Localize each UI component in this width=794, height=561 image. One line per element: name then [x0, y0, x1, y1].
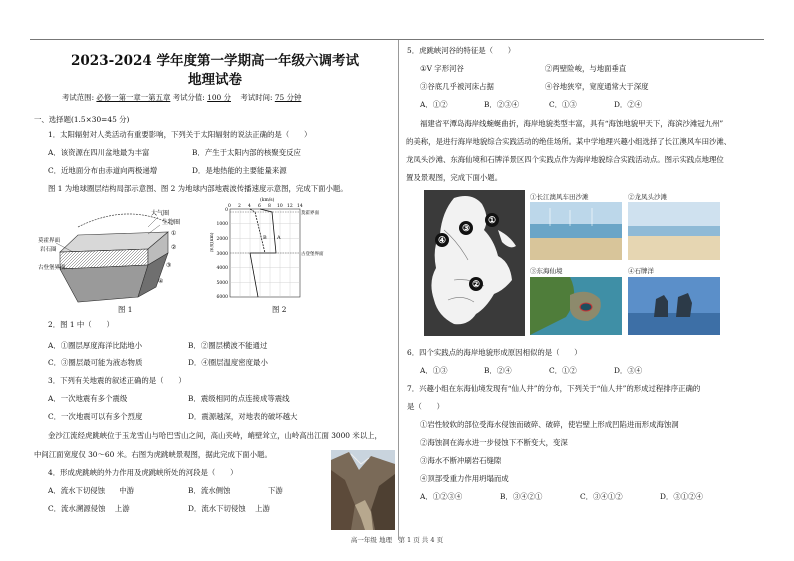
q7-statement-3: ③海水不断冲刷岩石缝隙: [420, 456, 502, 465]
score-value: 100 分: [207, 93, 231, 102]
fig1-label-gutenberg: 古登堡界面: [38, 265, 66, 271]
tiger-leaping-gorge-photo: [331, 450, 395, 530]
q5-stem: 5．虎跳峡河谷的特征是（ ）: [407, 46, 516, 55]
q4-option-c[interactable]: [48, 504, 130, 514]
figure-1-caption: 图 1: [118, 305, 133, 314]
q2-option-d[interactable]: D．④圈层温度密度最小: [188, 358, 268, 367]
q3-option-a[interactable]: A．一次地震有多个震级: [48, 394, 128, 403]
q5-option-a[interactable]: A．①②: [420, 100, 448, 109]
figure-1-earth-layers: [38, 197, 198, 307]
q7-option-c[interactable]: C．③④①②: [580, 492, 623, 501]
svg-text:4: 4: [248, 204, 251, 209]
section-heading: 一、选择题(1.5×30=45 分): [34, 115, 130, 124]
svg-text:8: 8: [268, 204, 271, 209]
q4-c-process: C．流水溯源侵蚀: [48, 504, 106, 513]
q4-c-section: 上游: [114, 504, 130, 513]
q4-b-section: 下游: [267, 486, 283, 495]
score-label: 考试分值:: [172, 93, 205, 102]
q1-option-d[interactable]: D．是地热能的主要能量来源: [192, 166, 287, 175]
map-marker-4: ④: [437, 236, 447, 246]
svg-text:2000: 2000: [216, 237, 228, 242]
q3-option-d[interactable]: D．震源越深，对地表的破坏越大: [188, 412, 298, 421]
q2-option-b[interactable]: B．②圈层横波不能通过: [188, 341, 268, 350]
q5-statement-1: ①V 字形河谷: [420, 64, 464, 73]
svg-text:0: 0: [225, 208, 228, 213]
fig2-moho-label: 莫霍界面: [301, 211, 319, 216]
q7-option-a[interactable]: A．①②③④: [420, 492, 463, 501]
passage2-line-2: 的美称，是进行海岸地貌综合实践活动的绝佳场所。某中学地理兴趣小组选择了长江澳风车田沙滩、: [406, 137, 732, 146]
q4-option-b[interactable]: [188, 486, 283, 496]
passage-line-1: 金沙江流经虎跳峡位于玉龙雪山与哈巴雪山之间，高山夹峙，峭壁耸立，山岭高出江面 3000 米以上，: [48, 431, 382, 440]
svg-text:10: 10: [277, 204, 283, 209]
svg-text:14: 14: [297, 204, 303, 209]
svg-text:6000: 6000: [216, 295, 228, 300]
svg-text:4000: 4000: [216, 266, 228, 271]
photo-3-label: ③东海仙境: [530, 267, 563, 275]
q7-stem-line-1: 7．兴趣小组在东海仙境发现有“仙人井”的分布，下列关于“仙人井”的形成过程排序正确的: [407, 384, 701, 393]
pingtan-island-map: [424, 190, 525, 336]
photo-1-label: ①长江澳风车田沙滩: [530, 193, 589, 201]
photo-longfengtou-beach: [628, 202, 720, 260]
fig2-gutenberg-label: 古登堡界面: [301, 252, 324, 257]
map-marker-1: ①: [487, 216, 497, 226]
fig1-marker-3: ③: [166, 262, 172, 269]
q5-option-c[interactable]: C．①③: [549, 100, 577, 109]
fig2-speed-ticks: [228, 203, 303, 209]
q6-option-b[interactable]: B．②④: [484, 366, 512, 375]
passage-line-2: 中间江面宽度仅 30～60 米。右图为虎跳峡景观图，据此完成下面小题。: [34, 450, 272, 459]
photo-changjiangao-beach: [530, 202, 622, 260]
subject-title: 地理试卷: [188, 72, 242, 88]
top-rule: [30, 39, 764, 40]
q7-statement-1: ①岩性较软的部位受海水侵蚀而破碎、破碎，使岩壁上形成凹陷进而形成海蚀洞: [420, 420, 679, 429]
column-divider: [398, 40, 399, 540]
q4-b-process: B．流水侧蚀: [188, 486, 231, 495]
map-marker-2: ②: [471, 280, 481, 290]
photo-shipaiyang: [628, 277, 720, 335]
q6-option-d[interactable]: D．③④: [614, 366, 643, 375]
svg-text:3000: 3000: [216, 252, 228, 257]
q1-option-a[interactable]: A．该资源在四川盆地最为丰富: [48, 148, 150, 157]
q4-d-process: D．流水下切侵蚀: [188, 504, 246, 513]
q1-option-b[interactable]: B．产生于太阳内部的核聚变反应: [192, 148, 301, 157]
fig1-marker-4: ④: [158, 278, 164, 285]
svg-text:0: 0: [228, 204, 231, 209]
q4-option-a[interactable]: [48, 486, 134, 496]
q6-stem: 6．四个实践点的海岸地貌形成原因相似的是（ ）: [407, 348, 582, 357]
svg-text:6: 6: [258, 204, 261, 209]
exam-info: [62, 92, 301, 103]
photo-2-label: ②龙凤头沙滩: [628, 193, 667, 201]
q7-option-b[interactable]: B．③④②①: [500, 492, 543, 501]
figure-intro: 图 1 为地球圈层结构局部示意图、图 2 为地球内部地震波传播速度示意图，完成下面小题。: [48, 184, 348, 193]
fig2-speed-unit: (km/s): [260, 198, 275, 203]
passage2-line-1: 福建省平潭岛海岸线蜿蜒曲折，海岸地貌类型丰富，具有“海蚀地貌甲天下，海滨沙滩冠九州”: [420, 119, 724, 128]
q2-stem: 2．图 1 中（ ）: [48, 320, 114, 329]
fig2-depth-ticks: [217, 207, 229, 300]
q3-option-b[interactable]: B．震级相同的点连接成等震线: [188, 394, 290, 403]
q6-option-c[interactable]: C．①②: [549, 366, 577, 375]
q7-statement-4: ④顶部受重力作用坍塌而成: [420, 474, 509, 483]
fig1-marker-2: ②: [171, 244, 177, 251]
fig1-label-moho: 莫霍界面: [38, 238, 61, 244]
fig1-label-biosphere: 生物圈: [162, 219, 181, 226]
svg-text:2: 2: [238, 204, 241, 209]
q5-statement-3: ③谷底几乎被河床占据: [420, 82, 494, 91]
q5-statement-2: ②两壁险峻，与地面垂直: [545, 64, 627, 73]
fig2-curve-b-label: B: [263, 235, 267, 241]
range-label: 考试范围:: [62, 93, 95, 102]
fig1-marker-1: ①: [171, 230, 177, 237]
q2-option-a[interactable]: A．①圈层厚度海洋比陆地小: [48, 341, 143, 350]
photo-4-label: ④石牌洋: [628, 267, 654, 275]
map-marker-3: ③: [461, 224, 471, 234]
q2-option-c[interactable]: C．③圈层最可能为液态物质: [48, 358, 143, 367]
q5-option-b[interactable]: B．②③④: [484, 100, 519, 109]
q3-stem: 3．下列有关地震的叙述正确的是（ ）: [48, 376, 186, 385]
range-value: 必修一第一章一第五章: [96, 93, 171, 102]
svg-text:1000: 1000: [216, 222, 228, 227]
q4-a-process: A．流水下切侵蚀: [48, 486, 106, 495]
svg-text:12: 12: [287, 204, 293, 209]
q5-statement-4: ④谷地狭窄，宽度通常大于深度: [545, 82, 649, 91]
time-value: 75 分钟: [274, 93, 302, 102]
q4-d-section: 上游: [255, 504, 270, 513]
page-title: 2023-2024 学年度第一学期高一年级六调考试: [71, 53, 359, 69]
q3-option-c[interactable]: C．一次地震可以有多个烈度: [48, 412, 143, 421]
q7-statement-2: ②海蚀洞在海水进一步侵蚀下不断变大，变深: [420, 438, 568, 447]
passage2-line-3: 龙凤头沙滩、东海仙境和石牌洋景区四个实践点作为海岸地貌综合实践活动点。图示实践点地理位: [406, 155, 724, 164]
fig1-label-atmosphere: 大气圈: [151, 210, 170, 217]
fig1-label-lithosphere: 岩石圈: [40, 247, 57, 253]
q4-a-section: 中游: [119, 486, 134, 495]
q1-stem: 1．太阳辐射对人类活动有重要影响，下列关于太阳辐射的说法正确的是（ ）: [48, 130, 312, 139]
q5-option-d[interactable]: D．②④: [614, 100, 643, 109]
page-footer: 高一年级 地理 第 1 页 共 4 页: [350, 536, 444, 544]
fig2-depth-label: 深度(km): [210, 232, 215, 252]
figure-2-caption: 图 2: [272, 305, 287, 314]
fig2-curve-a-label: A: [277, 235, 281, 241]
time-label: 考试时间:: [240, 93, 273, 102]
q6-option-a[interactable]: A．①③: [420, 366, 448, 375]
passage2-line-4: 置及景观图，完成下面小题。: [406, 173, 503, 182]
figure-2-seismic-waves: [210, 197, 330, 305]
q4-option-d[interactable]: [188, 504, 270, 514]
q1-option-c[interactable]: C．近地面分布由赤道向两极递增: [48, 166, 158, 175]
q7-option-d[interactable]: D．③①②④: [660, 492, 703, 501]
photo-donghai-xianjing: [530, 277, 622, 335]
svg-text:5000: 5000: [216, 281, 228, 286]
q7-stem-line-2: 是（ ）: [407, 402, 444, 411]
q4-stem: 4．形成虎跳峡的外力作用及虎跳峡所处的河段是（ ）: [48, 468, 238, 477]
